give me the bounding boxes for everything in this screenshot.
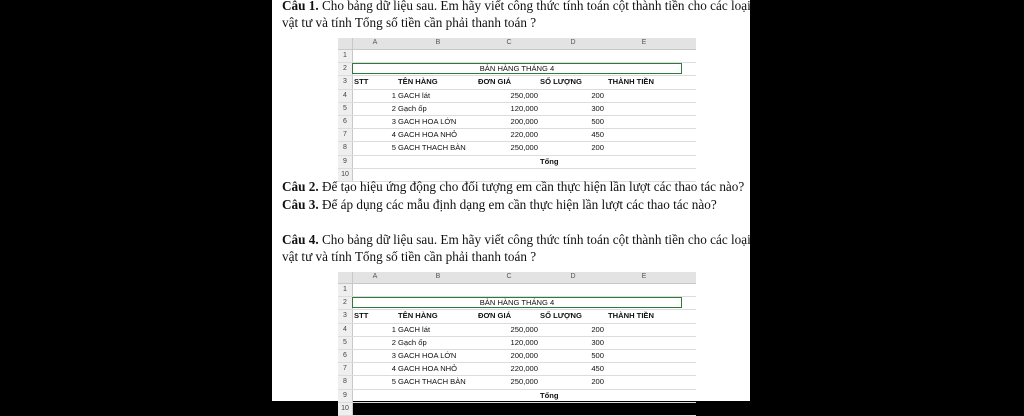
- table-row: 6 3 GACH HOA LỚN 200,000 500: [338, 350, 696, 363]
- column-header-row: A B C D E: [338, 272, 696, 284]
- table-row: 7 4 GACH HOA NHỎ 220,000 450: [338, 129, 696, 142]
- column-e-header: E: [641, 39, 647, 46]
- question-4-line-1: Câu 4. Cho bảng dữ liệu sau. Em hãy viết công thức tính toán cột thành tiền cho các loại: [282, 232, 751, 247]
- question-1-line-1: Câu 1. Cho bảng dữ liệu sau. Em hãy viết công thức tính toán cột thành tiền cho các loại: [282, 0, 751, 13]
- header-row: 3 STT TÊN HÀNG ĐƠN GIÁ SỐ LƯỢNG THÀNH TIỀN: [338, 310, 696, 323]
- table-row: 8 5 GACH THACH BÀN 250,000 200: [338, 376, 696, 389]
- table-row: 7 4 GACH HOA NHỎ 220,000 450: [338, 363, 696, 376]
- sheet-title: BẢN HÀNG THÁNG 4: [479, 64, 555, 74]
- question-1-line-2: vật tư và tính Tổng số tiền cần phải thanh toán ?: [282, 15, 537, 30]
- table-row: 8 5 GACH THACH BÀN 250,000 200: [338, 142, 696, 155]
- column-a-header: A: [372, 39, 378, 46]
- spreadsheet-image-2: A B C D E 1 2 BẢN HÀNG THÁNG 4 3 STT TÊN HÀNG ĐƠN GIÁ SỐ LƯỢNG THÀNH TIỀN 4 1 GACH lát 250,000 200 5 2 Gạch ốp 120,000 300 6 3 GACH HOA LỚN 200,000 500 7 4 GACH HOA NHỎ 220,000 450 8 5 GACH THACH BÀN 250,000 200 9 Tổng 10: [338, 272, 696, 416]
- table-row: 4 1 GACH lát 250,000 200: [338, 324, 696, 337]
- total-label: Tổng: [540, 156, 559, 166]
- sheet-title: BẢN HÀNG THÁNG 4: [479, 298, 555, 308]
- table-row: 5 2 Gạch ốp 120,000 300: [338, 103, 696, 116]
- column-header-row: [338, 38, 696, 50]
- question-2: Câu 2. Để tạo hiệu ứng động cho đối tượng em cần thực hiện lần lượt các thao tác nào?: [282, 179, 745, 194]
- table-row: 6 3 GACH HOA LỚN 200,000 500: [338, 116, 696, 129]
- column-d-header: D: [570, 39, 576, 46]
- document-page: [272, 0, 751, 412]
- table-row: 5 2 Gạch ốp 120,000 300: [338, 337, 696, 350]
- column-b-header: B: [435, 39, 441, 46]
- column-c-header: C: [506, 39, 512, 46]
- question-3: Câu 3. Để áp dụng các mẫu định dạng em cần thực hiện lần lượt các thao tác nào?: [282, 197, 717, 212]
- spreadsheet-image-1: A B C D E 1 2 BẢN HÀNG THÁNG 4 3 STT TÊN HÀNG ĐƠN GIÁ SỐ LƯỢNG THÀNH TIỀN 4 1 GACH lát 250,000 200 5 2 Gạch ốp 120,000 300 6 3 GACH HOA LỚN 200,000 500 7 4 GACH HOA NHỎ 220,000 450 8 5 GACH THACH BÀN 250,000 200 9 Tổng 10: [338, 38, 696, 182]
- question-4-line-2: vật tư và tính Tổng số tiền cần phải thanh toán ?: [282, 249, 537, 264]
- table-row: 4 1 GACH lát 250,000 200: [338, 90, 696, 103]
- total-label: Tổng: [540, 390, 559, 400]
- header-row: 3 STT TÊN HÀNG ĐƠN GIÁ SỐ LƯỢNG THÀNH TIỀN: [338, 76, 696, 89]
